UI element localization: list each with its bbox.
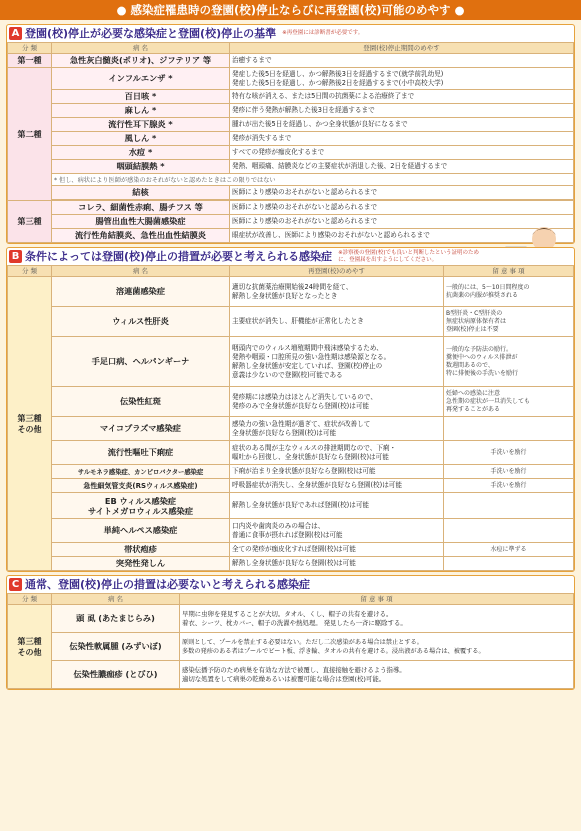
col-criterion: 登園(校)停止期間のめやす [230,43,574,54]
criterion: 呼吸器症状が消失し、全身状態が良好なら登園(校)は可能 [230,479,444,493]
criterion: 症状のある間が主なウィルスの排泄期間なので、下痢・ 嘔吐から回復し、全身状態が良好なら登園(校)は可能 [230,441,444,465]
notes: 妊婦への感染に注意 急性期の症状が一旦消失しても 再発することがある [444,387,574,417]
section-c-title: 通常、登園(校)停止の措置は必要ないと考えられる感染症 [25,578,311,591]
criterion: 発疹が消失するまで [230,132,574,146]
criterion: 発熱、咽頭痛、結膜炎などの主要症状が消退した後、2日を経過するまで [230,160,574,174]
section-c-header [7,576,574,593]
criterion: 眼症状が改善し、医師により感染のおそれがないと認められるまで [230,229,574,243]
criterion: 口内炎や歯肉炎のみの場合は、 普通に食事が摂れれば登園(校)は可能 [230,519,444,543]
disease-name: マイコプラズマ感染症 [52,417,230,441]
disease-name: EB ウィルス感染症 サイトメガロウィルス感染症 [52,493,230,519]
notes: 原則として、プールを禁止する必要はない。ただし二次感染がある場合は禁止とする。 多数の発疹のある者はプールでビート板、浮き輪、タオルの共有を避ける。浸出液がある場合は、被覆する。 [180,633,574,661]
criterion: 主要症状が消失し、肝機能が正常化したとき [230,307,444,337]
disease-name: ウィルス性肝炎 [52,307,230,337]
col-name: 病 名 [52,594,180,605]
section-a-title: 登園(校)停止が必要な感染症と登園(校)停止の基準 [25,27,277,40]
criterion: 全ての発疹が痂皮化すれば登園(校)は可能 [230,543,444,557]
section-a-table [7,42,574,243]
criterion: 解熱し全身状態が良好であれば登園(校)は可能 [230,493,444,519]
category-cell: 第二種 [8,68,52,201]
notes [444,519,574,543]
disease-name: 流行性耳下腺炎 * [52,118,230,132]
criterion: 発疹期には感染力はほとんど消失しているので、 発疹のみで全身状態が良好なら登園(校)は可能 [230,387,444,417]
notes: 水痘に準ずる [444,543,574,557]
disease-name: インフルエンザ * [52,68,230,90]
footnote: * 但し、病状により医師が感染のおそれがないと認めたときはこの限りではない [52,174,574,186]
section-b [6,247,575,572]
disease-name: 水痘 * [52,146,230,160]
notes: 早期に虫卵を発見することが大切。タオル、くし、帽子の共有を避ける。 着衣、シーツ、枕カバー、帽子の洗濯や熱処理。 発見したら一斉に駆除する。 [180,605,574,633]
section-b-title: 条件によっては登園(校)停止の措置が必要と考えられる感染症 [25,250,333,263]
criterion: すべての発疹が痂皮化するまで [230,146,574,160]
disease-name: 麻しん * [52,104,230,118]
disease-name: 流行性嘔吐下痢症 [52,441,230,465]
disease-name: 手足口病、ヘルパンギーナ [52,337,230,387]
criterion: 治癒するまで [230,54,574,68]
section-c-table [7,593,574,689]
section-a-badge: A [9,27,22,40]
disease-name: 伝染性軟属腫 (みずいぼ) [52,633,180,661]
disease-name: 頭 虱 (あたまじらみ) [52,605,180,633]
disease-name: サルモネラ感染症、カンピロバクター感染症 [52,465,230,479]
disease-name: 帯状疱疹 [52,543,230,557]
category-cell: 第三種 [8,201,52,243]
criterion: 解熱し全身状態が良好なら登園(校)は可能 [230,557,444,571]
criterion: 発症した後5日を経過し、かつ解熱後3日を経過するまで(就学前乳幼児) 発症した後5日を経過し、かつ解熱後2日を経過するまで(小中高校大学) [230,68,574,90]
criterion: 下痢が治まり全身状態が良好なら登園(校)は可能 [230,465,444,479]
notes: 感染伝播予防のため病巣を有効な方法で被覆し、直接接触を避けるよう指導。 適切な処置をして病巣の乾燥あるいは被覆可能な場合は登園(校)可能。 [180,661,574,689]
section-b-header [7,248,574,265]
page-title: ● 感染症罹患時の登園(校)停止ならびに再登園(校)可能のめやす ● [0,0,581,20]
disease-name: 急性細気管支炎(RSウィルス感染症) [52,479,230,493]
section-b-note: ※診察後の登園(校)でも良いと判断したという証明のために、登園届を出すようにしてください。 [338,250,479,263]
disease-name: 咽頭結膜熱 * [52,160,230,174]
disease-name: 腸管出血性大腸菌感染症 [52,215,230,229]
criterion: 医師により感染のおそれがないと認められるまで [230,186,574,200]
category-cell: 第一種 [8,54,52,68]
disease-name: 流行性角結膜炎、急性出血性結膜炎 [52,229,230,243]
section-a-header [7,25,574,42]
criterion: 感染力の強い急性期が過ぎて、症状が改善して 全身状態が良好なら登園(校)は可能 [230,417,444,441]
section-c-badge: C [9,578,22,591]
col-notes: 留 意 事 項 [444,266,574,277]
col-name: 病 名 [52,43,230,54]
category-cell: 第三種 その他 [8,277,52,571]
section-b-table [7,265,574,571]
col-category: 分 類 [8,43,52,54]
disease-name: 伝染性紅斑 [52,387,230,417]
criterion: 適切な抗菌薬治療開始後24時間を経て、 解熱し全身状態が良好となったとき [230,277,444,307]
notes: 一般的には、5〜10日間程度の 抗菌薬の内服が推奨される [444,277,574,307]
col-category: 分 類 [8,266,52,277]
criterion: 咽頭内でのウィルス増殖期間中飛沫感染するため、 発熱や咽頭・口腔所見の強い急性期は感染源となる。 解熱し全身状態が安定していれば、登園(校)停止の 意義は少ないので登園(校)可能である [230,337,444,387]
notes: 手洗いを励行 [444,465,574,479]
criterion: 特有な咳が消える、または5日間の抗菌薬による治療終了まで [230,90,574,104]
col-notes: 留 意 事 項 [180,594,574,605]
section-a [6,24,575,244]
criterion: 発疹に伴う発熱が解熱した後3日を経過するまで [230,104,574,118]
disease-name: 突発性発しん [52,557,230,571]
notes: B型肝炎・C型肝炎の 無症状病原体保有者は 登園(校)停止は不要 [444,307,574,337]
col-criterion: 再登園(校)のめやす [230,266,444,277]
disease-name: 結核 [52,186,230,200]
section-b-badge: B [9,250,22,263]
disease-name: 風しん * [52,132,230,146]
category-cell: 第三種 その他 [8,605,52,689]
notes [444,557,574,571]
disease-name: 百日咳 * [52,90,230,104]
section-c [6,575,575,690]
disease-name: コレラ、細菌性赤痢、腸チフス 等 [52,201,230,215]
disease-name: 急性灰白髄炎(ポリオ)、ジフテリア 等 [52,54,230,68]
section-a-note: ※再登園には診断書が必要です。 [282,30,364,37]
notes [444,417,574,441]
criterion: 医師により感染のおそれがないと認められるまで [230,201,574,215]
disease-name: 溶連菌感染症 [52,277,230,307]
notes: 手洗いを励行 [444,479,574,493]
col-name: 病 名 [52,266,230,277]
notes: 手洗いを励行 [444,441,574,465]
disease-name: 伝染性膿痂疹 (とびひ) [52,661,180,689]
criterion: 医師により感染のおそれがないと認められるまで [230,215,574,229]
notes [444,493,574,519]
notes: 一般的な予防法の励行。 糞便中へのウィルス排泄が 数週間あるので、 特に排便後の手洗いを励行 [444,337,574,387]
disease-name: 単純ヘルペス感染症 [52,519,230,543]
criterion: 腫れが出た後5日を経過し、かつ全身状態が良好になるまで [230,118,574,132]
col-category: 分 類 [8,594,52,605]
